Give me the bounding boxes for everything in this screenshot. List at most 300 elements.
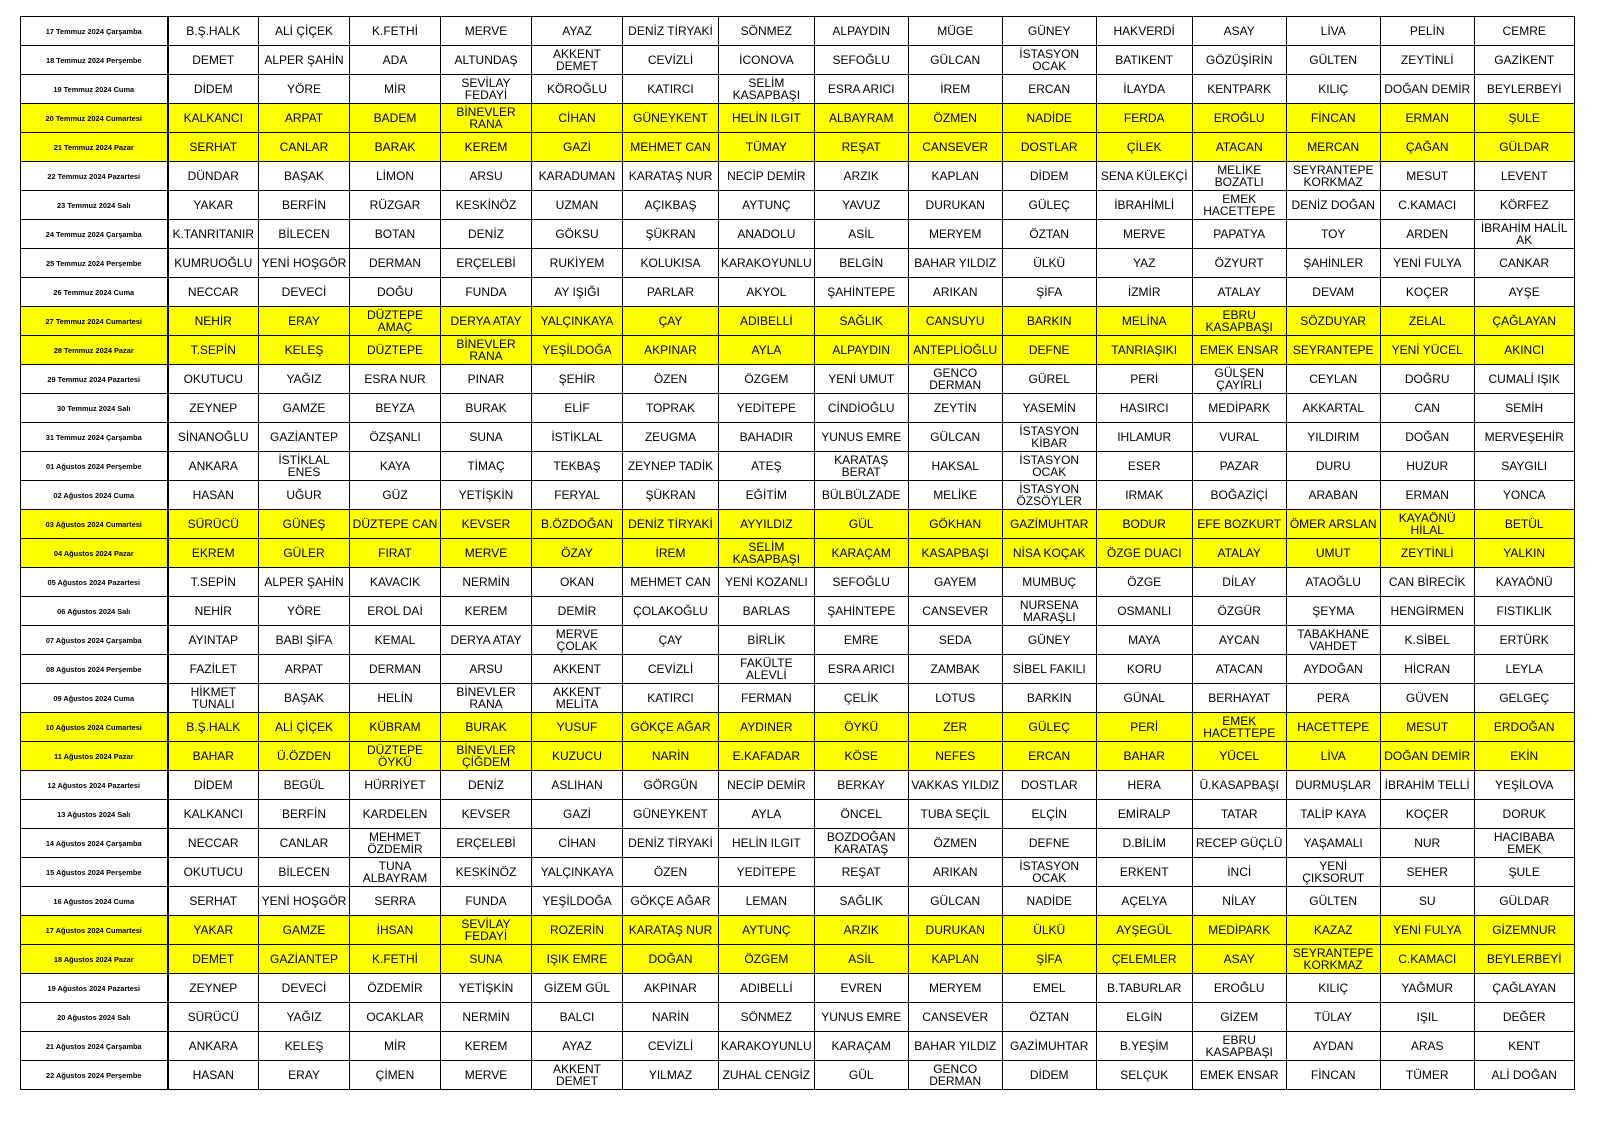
pharmacy-name-cell: ÖZAY [532, 539, 623, 568]
pharmacy-name-cell: KEVSER [441, 510, 532, 539]
pharmacy-name-cell: KEREM [441, 133, 532, 162]
pharmacy-name-cell: DÜZTEPE CAN [350, 510, 441, 539]
pharmacy-name-cell: KAYAÖNÜ HİLAL [1380, 510, 1474, 539]
pharmacy-name-cell: SEMİH [1474, 394, 1574, 423]
date-cell: 07 Ağustos 2024 Çarşamba [21, 626, 168, 655]
pharmacy-name-cell: CANSUYU [908, 307, 1002, 336]
pharmacy-name-cell: CANLAR [259, 133, 350, 162]
pharmacy-name-cell: ÇAĞLAYAN [1474, 974, 1574, 1003]
date-cell: 13 Ağustos 2024 Salı [21, 800, 168, 829]
pharmacy-name-cell: GÜLEÇ [1002, 713, 1096, 742]
date-cell: 06 Ağustos 2024 Salı [21, 597, 168, 626]
pharmacy-name-cell: ERCAN [1002, 742, 1096, 771]
pharmacy-name-cell: AYDOĞAN [1286, 655, 1380, 684]
pharmacy-name-cell: GÜNEYKENT [623, 800, 719, 829]
pharmacy-name-cell: E.KAFADAR [719, 742, 815, 771]
pharmacy-name-cell: Ü.ÖZDEN [259, 742, 350, 771]
schedule-row [21, 771, 1575, 800]
pharmacy-name-cell: CANKAR [1474, 249, 1574, 278]
schedule-row [21, 162, 1575, 191]
pharmacy-name-cell: ELGİN [1096, 1003, 1192, 1032]
pharmacy-name-cell: MÜGE [908, 17, 1002, 46]
pharmacy-name-cell: YAŞAMALI [1286, 829, 1380, 858]
pharmacy-name-cell: ÇAĞAN [1380, 133, 1474, 162]
pharmacy-name-cell: IŞIK EMRE [532, 945, 623, 974]
date-cell: 18 Temmuz 2024 Perşembe [21, 46, 168, 75]
pharmacy-name-cell: ZEYTİNLİ [1380, 46, 1474, 75]
pharmacy-name-cell: ARPAT [259, 655, 350, 684]
pharmacy-name-cell: CAN BİRECİK [1380, 568, 1474, 597]
date-cell: 09 Ağustos 2024 Cuma [21, 684, 168, 713]
weekend-schedule-row [21, 510, 1575, 539]
pharmacy-name-cell: MERVE [441, 539, 532, 568]
pharmacy-name-cell: K.TANRITANIR [168, 220, 259, 249]
date-cell: 14 Ağustos 2024 Çarşamba [21, 829, 168, 858]
pharmacy-name-cell: ZUHAL CENGİZ [719, 1061, 815, 1090]
pharmacy-name-cell: BEYLERBEYİ [1474, 945, 1574, 974]
pharmacy-name-cell: RÜZGAR [350, 191, 441, 220]
pharmacy-name-cell: B.YEŞİM [1096, 1032, 1192, 1061]
pharmacy-name-cell: AYDAN [1286, 1032, 1380, 1061]
pharmacy-name-cell: KAPLAN [908, 162, 1002, 191]
pharmacy-name-cell: DOSTLAR [1002, 771, 1096, 800]
pharmacy-name-cell: EBRU KASAPBAŞI [1192, 1032, 1286, 1061]
pharmacy-name-cell: ÖZŞANLI [350, 423, 441, 452]
pharmacy-name-cell: PAPATYA [1192, 220, 1286, 249]
schedule-row [21, 684, 1575, 713]
pharmacy-name-cell: KASAPBAŞI [908, 539, 1002, 568]
pharmacy-name-cell: UMUT [1286, 539, 1380, 568]
pharmacy-name-cell: YENİ UMUT [814, 365, 908, 394]
pharmacy-name-cell: TÜLAY [1286, 1003, 1380, 1032]
pharmacy-name-cell: EROĞLU [1192, 104, 1286, 133]
pharmacy-name-cell: CİHAN [532, 104, 623, 133]
pharmacy-name-cell: GÜLTEN [1286, 887, 1380, 916]
pharmacy-name-cell: GÜNEŞ [259, 510, 350, 539]
pharmacy-name-cell: KÜBRAM [350, 713, 441, 742]
pharmacy-name-cell: ERAY [259, 1061, 350, 1090]
schedule-row [21, 220, 1575, 249]
pharmacy-name-cell: KELEŞ [259, 336, 350, 365]
pharmacy-name-cell: BURAK [441, 394, 532, 423]
pharmacy-name-cell: ALPER ŞAHİN [259, 46, 350, 75]
pharmacy-name-cell: CAN [1380, 394, 1474, 423]
schedule-row [21, 800, 1575, 829]
pharmacy-name-cell: NERMİN [441, 1003, 532, 1032]
pharmacy-name-cell: SAĞLIK [814, 307, 908, 336]
pharmacy-name-cell: BİLECEN [259, 220, 350, 249]
pharmacy-name-cell: LEYLA [1474, 655, 1574, 684]
pharmacy-name-cell: BARKIN [1002, 684, 1096, 713]
pharmacy-name-cell: ÇİLEK [1096, 133, 1192, 162]
schedule-row [21, 1003, 1575, 1032]
pharmacy-name-cell: IHLAMUR [1096, 423, 1192, 452]
pharmacy-name-cell: HASAN [168, 1061, 259, 1090]
pharmacy-name-cell: İBRAHİMLİ [1096, 191, 1192, 220]
pharmacy-name-cell: ARABAN [1286, 481, 1380, 510]
pharmacy-name-cell: SÜRÜCÜ [168, 510, 259, 539]
schedule-row [21, 858, 1575, 887]
pharmacy-name-cell: NECCAR [168, 829, 259, 858]
pharmacy-name-cell: DENİZ TİRYAKİ [623, 510, 719, 539]
pharmacy-name-cell: İREM [623, 539, 719, 568]
pharmacy-name-cell: ZEYNEP TADİK [623, 452, 719, 481]
pharmacy-name-cell: GİZEM GÜL [532, 974, 623, 1003]
pharmacy-name-cell: FISTIKLIK [1474, 597, 1574, 626]
pharmacy-name-cell: NECİP DEMİR [719, 162, 815, 191]
pharmacy-name-cell: SEYRANTEPE KORKMAZ [1286, 945, 1380, 974]
pharmacy-name-cell: SÖZDUYAR [1286, 307, 1380, 336]
pharmacy-name-cell: DOĞRU [1380, 365, 1474, 394]
pharmacy-name-cell: KESKİNÖZ [441, 858, 532, 887]
pharmacy-name-cell: SUNA [441, 423, 532, 452]
pharmacy-name-cell: HASIRCI [1096, 394, 1192, 423]
pharmacy-name-cell: LEVENT [1474, 162, 1574, 191]
pharmacy-name-cell: İLAYDA [1096, 75, 1192, 104]
pharmacy-name-cell: ÇAY [623, 626, 719, 655]
pharmacy-name-cell: AKKENT DEMET [532, 46, 623, 75]
pharmacy-name-cell: GENCO DERMAN [908, 1061, 1002, 1090]
date-cell: 18 Ağustos 2024 Pazar [21, 945, 168, 974]
pharmacy-name-cell: AKYOL [719, 278, 815, 307]
weekend-schedule-row [21, 713, 1575, 742]
pharmacy-name-cell: ZEYTİNLİ [1380, 539, 1474, 568]
pharmacy-name-cell: AKKENT DEMET [532, 1061, 623, 1090]
pharmacy-name-cell: MERYEM [908, 974, 1002, 1003]
pharmacy-name-cell: İSTİKLAL ENES [259, 452, 350, 481]
pharmacy-name-cell: GAZİ [532, 800, 623, 829]
pharmacy-name-cell: MAYA [1096, 626, 1192, 655]
pharmacy-name-cell: YENİ FULYA [1380, 249, 1474, 278]
pharmacy-name-cell: ELİF [532, 394, 623, 423]
pharmacy-name-cell: ÇOLAKOĞLU [623, 597, 719, 626]
pharmacy-name-cell: YÜCEL [1192, 742, 1286, 771]
pharmacy-name-cell: B.ÖZDOĞAN [532, 510, 623, 539]
pharmacy-name-cell: BATIKENT [1096, 46, 1192, 75]
pharmacy-name-cell: BARAK [350, 133, 441, 162]
pharmacy-name-cell: YENİ KOZANLI [719, 568, 815, 597]
pharmacy-name-cell: FAKÜLTE ALEVLİ [719, 655, 815, 684]
pharmacy-name-cell: ÜLKÜ [1002, 249, 1096, 278]
pharmacy-name-cell: KALKANCI [168, 800, 259, 829]
date-cell: 19 Ağustos 2024 Pazartesi [21, 974, 168, 1003]
pharmacy-name-cell: GELGEÇ [1474, 684, 1574, 713]
pharmacy-name-cell: K.FETHİ [350, 945, 441, 974]
pharmacy-name-cell: AYŞE [1474, 278, 1574, 307]
pharmacy-name-cell: GAZİMUHTAR [1002, 510, 1096, 539]
schedule-row [21, 1061, 1575, 1090]
pharmacy-name-cell: DÜZTEPE [350, 336, 441, 365]
pharmacy-name-cell: ZEYTİN [908, 394, 1002, 423]
pharmacy-name-cell: KATIRCI [623, 684, 719, 713]
pharmacy-name-cell: GAZİANTEP [259, 945, 350, 974]
pharmacy-name-cell: KAPLAN [908, 945, 1002, 974]
pharmacy-name-cell: SÖNMEZ [719, 17, 815, 46]
pharmacy-name-cell: AÇIKBAŞ [623, 191, 719, 220]
pharmacy-name-cell: TUBA SEÇİL [908, 800, 1002, 829]
pharmacy-name-cell: DEMET [168, 46, 259, 75]
pharmacy-name-cell: GÖZÜŞİRİN [1192, 46, 1286, 75]
pharmacy-name-cell: NECİP DEMİR [719, 771, 815, 800]
pharmacy-name-cell: YONCA [1474, 481, 1574, 510]
pharmacy-name-cell: HÜRRİYET [350, 771, 441, 800]
pharmacy-name-cell: ESER [1096, 452, 1192, 481]
pharmacy-name-cell: SİNANOĞLU [168, 423, 259, 452]
pharmacy-name-cell: YALKIN [1474, 539, 1574, 568]
pharmacy-name-cell: DENİZ [441, 771, 532, 800]
pharmacy-name-cell: DERMAN [350, 655, 441, 684]
pharmacy-name-cell: ATALAY [1192, 278, 1286, 307]
weekend-schedule-row [21, 945, 1575, 974]
pharmacy-name-cell: İCONOVA [719, 46, 815, 75]
pharmacy-name-cell: BERHAYAT [1192, 684, 1286, 713]
pharmacy-name-cell: KOLUKISA [623, 249, 719, 278]
pharmacy-name-cell: AYINTAP [168, 626, 259, 655]
pharmacy-name-cell: NİSA KOÇAK [1002, 539, 1096, 568]
pharmacy-name-cell: NARİN [623, 1003, 719, 1032]
pharmacy-name-cell: NEHİR [168, 597, 259, 626]
pharmacy-name-cell: ERAY [259, 307, 350, 336]
pharmacy-name-cell: GÜNEY [1002, 17, 1096, 46]
pharmacy-name-cell: GAMZE [259, 916, 350, 945]
schedule-row [21, 394, 1575, 423]
weekend-schedule-row [21, 133, 1575, 162]
pharmacy-name-cell: ŞAHİNTEPE [814, 597, 908, 626]
pharmacy-name-cell: AYLA [719, 336, 815, 365]
pharmacy-name-cell: DÜZTEPE ÖYKÜ [350, 742, 441, 771]
pharmacy-name-cell: İBRAHİM HALİL AK [1474, 220, 1574, 249]
pharmacy-name-cell: YÖRE [259, 75, 350, 104]
pharmacy-name-cell: ÖZYURT [1192, 249, 1286, 278]
pharmacy-name-cell: EĞİTİM [719, 481, 815, 510]
pharmacy-name-cell: GÜL [814, 510, 908, 539]
pharmacy-name-cell: NECCAR [168, 278, 259, 307]
pharmacy-name-cell: KOÇER [1380, 278, 1474, 307]
pharmacy-name-cell: FİNCAN [1286, 1061, 1380, 1090]
pharmacy-name-cell: HİKMET TUNALI [168, 684, 259, 713]
pharmacy-name-cell: NEFES [908, 742, 1002, 771]
pharmacy-name-cell: YAKAR [168, 916, 259, 945]
pharmacy-name-cell: YETİŞKİN [441, 974, 532, 1003]
pharmacy-name-cell: GENCO DERMAN [908, 365, 1002, 394]
pharmacy-name-cell: GÜNEY [1002, 626, 1096, 655]
pharmacy-name-cell: CEVİZLİ [623, 655, 719, 684]
pharmacy-name-cell: BİNEVLER RANA [441, 104, 532, 133]
pharmacy-name-cell: BEYZA [350, 394, 441, 423]
pharmacy-name-cell: YAĞIZ [259, 365, 350, 394]
pharmacy-name-cell: BERFİN [259, 800, 350, 829]
pharmacy-name-cell: EMRE [814, 626, 908, 655]
pharmacy-name-cell: AY IŞIĞI [532, 278, 623, 307]
pharmacy-name-cell: OKUTUCU [168, 858, 259, 887]
pharmacy-name-cell: ŞÜKRAN [623, 481, 719, 510]
pharmacy-name-cell: GÜLCAN [908, 423, 1002, 452]
pharmacy-name-cell: SELİM KASAPBAŞI [719, 75, 815, 104]
pharmacy-name-cell: BAŞAK [259, 162, 350, 191]
pharmacy-name-cell: YENİ HOŞGÖR [259, 249, 350, 278]
pharmacy-name-cell: KÖSE [814, 742, 908, 771]
schedule-row [21, 365, 1575, 394]
pharmacy-name-cell: HERA [1096, 771, 1192, 800]
pharmacy-name-cell: ATACAN [1192, 133, 1286, 162]
schedule-row [21, 249, 1575, 278]
pharmacy-name-cell: KARADUMAN [532, 162, 623, 191]
pharmacy-name-cell: B.Ş.HALK [168, 17, 259, 46]
pharmacy-name-cell: SERHAT [168, 133, 259, 162]
pharmacy-name-cell: ALPER ŞAHİN [259, 568, 350, 597]
pharmacy-name-cell: AYLA [719, 800, 815, 829]
date-cell: 31 Temmuz 2024 Çarşamba [21, 423, 168, 452]
pharmacy-name-cell: NERMİN [441, 568, 532, 597]
pharmacy-name-cell: GÖRGÜN [623, 771, 719, 800]
pharmacy-name-cell: KAYAÖNÜ [1474, 568, 1574, 597]
pharmacy-name-cell: DEFNE [1002, 829, 1096, 858]
pharmacy-name-cell: DEMİR [532, 597, 623, 626]
pharmacy-name-cell: ZEYNEP [168, 394, 259, 423]
pharmacy-name-cell: ÜLKÜ [1002, 916, 1096, 945]
pharmacy-name-cell: AKKARTAL [1286, 394, 1380, 423]
pharmacy-name-cell: SEYRANTEPE [1286, 336, 1380, 365]
pharmacy-name-cell: LİVA [1286, 742, 1380, 771]
schedule-row [21, 568, 1575, 597]
pharmacy-name-cell: CEVİZLİ [623, 46, 719, 75]
pharmacy-name-cell: GÜZ [350, 481, 441, 510]
pharmacy-name-cell: DEMET [168, 945, 259, 974]
pharmacy-name-cell: ERMAN [1380, 104, 1474, 133]
pharmacy-name-cell: DÜNDAR [168, 162, 259, 191]
pharmacy-name-cell: ARAS [1380, 1032, 1474, 1061]
pharmacy-name-cell: KEREM [441, 597, 532, 626]
pharmacy-name-cell: NEHİR [168, 307, 259, 336]
pharmacy-name-cell: DERYA ATAY [441, 626, 532, 655]
pharmacy-duty-schedule-table [20, 16, 1575, 1090]
pharmacy-name-cell: OKUTUCU [168, 365, 259, 394]
pharmacy-name-cell: T.SEPİN [168, 568, 259, 597]
pharmacy-name-cell: KOÇER [1380, 800, 1474, 829]
pharmacy-name-cell: KARDELEN [350, 800, 441, 829]
pharmacy-name-cell: ALİ ÇİÇEK [259, 17, 350, 46]
pharmacy-name-cell: HACETTEPE [1286, 713, 1380, 742]
pharmacy-name-cell: GÜLDAR [1474, 887, 1574, 916]
pharmacy-name-cell: İBRAHİM TELLİ [1380, 771, 1474, 800]
pharmacy-name-cell: İHSAN [350, 916, 441, 945]
pharmacy-name-cell: İSTASYON OCAK [1002, 46, 1096, 75]
pharmacy-name-cell: BAHAR YILDIZ [908, 1032, 1002, 1061]
pharmacy-name-cell: TOPRAK [623, 394, 719, 423]
pharmacy-name-cell: EKİN [1474, 742, 1574, 771]
pharmacy-name-cell: BERKAY [814, 771, 908, 800]
pharmacy-name-cell: GÜL [814, 1061, 908, 1090]
pharmacy-name-cell: CANSEVER [908, 133, 1002, 162]
date-cell: 17 Ağustos 2024 Cumartesi [21, 916, 168, 945]
pharmacy-name-cell: KARATAŞ NUR [623, 916, 719, 945]
pharmacy-name-cell: SELİM KASAPBAŞI [719, 539, 815, 568]
pharmacy-name-cell: DORUK [1474, 800, 1574, 829]
weekend-schedule-row [21, 539, 1575, 568]
pharmacy-name-cell: BARLAS [719, 597, 815, 626]
date-cell: 02 Ağustos 2024 Cuma [21, 481, 168, 510]
pharmacy-name-cell: DERYA ATAY [441, 307, 532, 336]
pharmacy-name-cell: ÖZGEM [719, 945, 815, 974]
pharmacy-name-cell: TUNA ALBAYRAM [350, 858, 441, 887]
pharmacy-name-cell: MEDİPARK [1192, 394, 1286, 423]
pharmacy-name-cell: DEĞER [1474, 1003, 1574, 1032]
pharmacy-name-cell: SELÇUK [1096, 1061, 1192, 1090]
pharmacy-name-cell: ZER [908, 713, 1002, 742]
weekend-schedule-row [21, 104, 1575, 133]
pharmacy-name-cell: ANKARA [168, 1032, 259, 1061]
date-cell: 08 Ağustos 2024 Perşembe [21, 655, 168, 684]
date-cell: 19 Temmuz 2024 Cuma [21, 75, 168, 104]
pharmacy-name-cell: DOĞAN [1380, 423, 1474, 452]
pharmacy-name-cell: HASAN [168, 481, 259, 510]
pharmacy-name-cell: ŞAHİNLER [1286, 249, 1380, 278]
pharmacy-name-cell: PINAR [441, 365, 532, 394]
pharmacy-name-cell: BURAK [441, 713, 532, 742]
pharmacy-name-cell: DENİZ DOĞAN [1286, 191, 1380, 220]
pharmacy-name-cell: YALÇINKAYA [532, 307, 623, 336]
pharmacy-name-cell: DEVECİ [259, 974, 350, 1003]
pharmacy-name-cell: AYTUNÇ [719, 916, 815, 945]
pharmacy-name-cell: ÖZEN [623, 858, 719, 887]
pharmacy-name-cell: SERRA [350, 887, 441, 916]
pharmacy-name-cell: DENİZ TİRYAKİ [623, 829, 719, 858]
pharmacy-name-cell: YEDİTEPE [719, 394, 815, 423]
pharmacy-name-cell: GÜNAL [1096, 684, 1192, 713]
pharmacy-name-cell: İSTASYON ÖZSÖYLER [1002, 481, 1096, 510]
pharmacy-name-cell: EBRU KASAPBAŞI [1192, 307, 1286, 336]
pharmacy-name-cell: PELİN [1380, 17, 1474, 46]
pharmacy-name-cell: IRMAK [1096, 481, 1192, 510]
pharmacy-name-cell: SÜRÜCÜ [168, 1003, 259, 1032]
pharmacy-name-cell: ALİ DOĞAN [1474, 1061, 1574, 1090]
pharmacy-name-cell: YAZ [1096, 249, 1192, 278]
pharmacy-name-cell: YAKAR [168, 191, 259, 220]
schedule-row [21, 887, 1575, 916]
date-cell: 27 Temmuz 2024 Cumartesi [21, 307, 168, 336]
pharmacy-name-cell: ÖZGEM [719, 365, 815, 394]
pharmacy-name-cell: LEMAN [719, 887, 815, 916]
pharmacy-name-cell: YILDIRIM [1286, 423, 1380, 452]
pharmacy-name-cell: HELİN ILGIT [719, 829, 815, 858]
schedule-row [21, 829, 1575, 858]
pharmacy-name-cell: EVREN [814, 974, 908, 1003]
pharmacy-name-cell: ZEUGMA [623, 423, 719, 452]
pharmacy-name-cell: KARATAŞ NUR [623, 162, 719, 191]
pharmacy-name-cell: KÖRFEZ [1474, 191, 1574, 220]
pharmacy-name-cell: DEFNE [1002, 336, 1096, 365]
pharmacy-name-cell: BÜLBÜLZADE [814, 481, 908, 510]
pharmacy-name-cell: YAVUZ [814, 191, 908, 220]
date-cell: 12 Ağustos 2024 Pazartesi [21, 771, 168, 800]
pharmacy-name-cell: YILMAZ [623, 1061, 719, 1090]
pharmacy-name-cell: KILIÇ [1286, 75, 1380, 104]
pharmacy-name-cell: ALİ ÇİÇEK [259, 713, 350, 742]
schedule-rows [21, 17, 1575, 1090]
schedule-row [21, 452, 1575, 481]
pharmacy-name-cell: ADIBELLİ [719, 974, 815, 1003]
pharmacy-name-cell: ERKENT [1096, 858, 1192, 887]
pharmacy-name-cell: ÖZEN [623, 365, 719, 394]
pharmacy-name-cell: AYTUNÇ [719, 191, 815, 220]
pharmacy-name-cell: FERYAL [532, 481, 623, 510]
date-cell: 20 Ağustos 2024 Salı [21, 1003, 168, 1032]
pharmacy-name-cell: SEVİLAY FEDAYİ [441, 916, 532, 945]
pharmacy-name-cell: KEREM [441, 1032, 532, 1061]
date-cell: 28 Temmuz 2024 Pazar [21, 336, 168, 365]
pharmacy-name-cell: ÖZMEN [908, 104, 1002, 133]
pharmacy-name-cell: ÇAY [623, 307, 719, 336]
